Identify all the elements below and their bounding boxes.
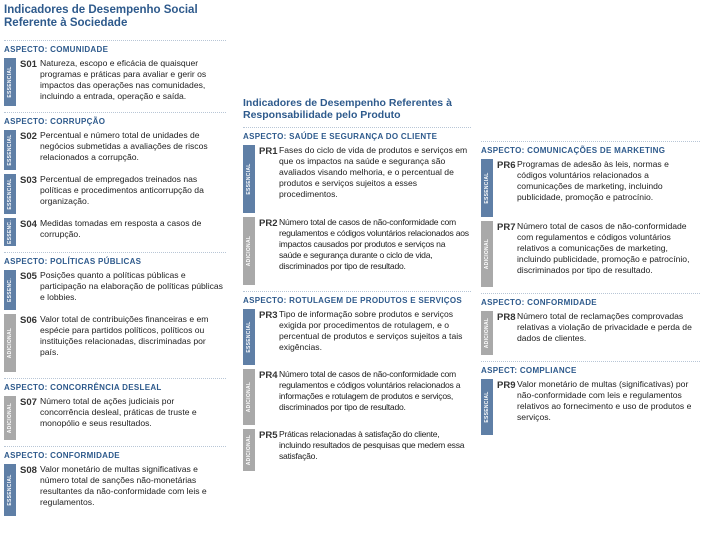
left-column (4, 4, 226, 520)
aspect-header: ASPECTO: ROTULAGEM DE PRODUTOS E SERVIÇOS (243, 291, 471, 305)
indicator-code: PR9 (497, 380, 516, 391)
indicator-text: Tipo de informação sobre produtos e serviços exigida por procedimentos de rotulagem, e o percentual de produtos e serviços sujeitos a tais exigências. (279, 309, 463, 352)
indicator-code: S01 (20, 59, 37, 70)
indicator-code: PR2 (259, 218, 278, 229)
indicator-code: S02 (20, 131, 37, 142)
indicator-text: Valor monetário de multas significativas e número total de sanções não-monetárias resultantes da não-conformidade com leis e regulamentos. (40, 464, 207, 507)
indicator-row (243, 145, 471, 213)
indicator-text: Medidas tomadas em resposta a casos de corrupção. (40, 218, 202, 239)
indicator-text: Número total de casos de não-conformidade com regulamentos e códigos voluntários relativos a comunicações de marketing, incluindo publicidade, promoção e patrocínio, discriminados por tipo de resultado. (517, 221, 690, 275)
indicator-code: PR4 (259, 370, 278, 381)
indicator-text: Fases do ciclo de vida de produtos e serviços em que os impactos na saúde e segurança são avaliados visando melhoria, e o percentual de produtos e serviços sujeitos a esses procedimentos. (279, 145, 468, 199)
indicator-code: S07 (20, 397, 37, 408)
aspect-header: ASPECT: COMPLIANCE (481, 361, 700, 375)
indicator-row (4, 58, 226, 106)
indicator-code: PR7 (497, 222, 516, 233)
aspect-header: ASPECTO: CONFORMIDADE (481, 293, 700, 307)
indicator-row (4, 174, 226, 214)
indicator-text: Número total de reclamações comprovadas relativas a violação de privacidade e perda de dados de clientes. (517, 311, 692, 343)
indicator-row (4, 130, 226, 170)
indicator-row (243, 309, 471, 365)
indicator-text: Número total de ações judiciais por concorrência desleal, práticas de truste e monopólio e seus resultados. (40, 396, 197, 428)
additional-tag: ADICIONAL (243, 369, 255, 425)
essential-tag: ESSENCIAL (4, 130, 16, 170)
essential-tag: ESSENCIAL (481, 159, 493, 217)
indicator-row (481, 379, 700, 435)
aspect-header: ASPECTO: POLÍTICAS PÚBLICAS (4, 252, 226, 266)
indicator-code: PR1 (259, 146, 278, 157)
essential-tag: ESSENC. (4, 218, 16, 246)
essential-tag: ESSENCIAL (4, 464, 16, 516)
indicator-text: Percentual de empregados treinados nas políticas e procedimentos anticorrupção da organização. (40, 174, 204, 206)
additional-tag: ADICIONAL (4, 396, 16, 440)
indicator-code: PR6 (497, 160, 516, 171)
indicator-code: S04 (20, 219, 37, 230)
indicator-text: Natureza, escopo e eficácia de quaisquer programas e práticas para avaliar e gerir os impactos das operações nas comunidades, incluindo a entrada, operação e saída. (40, 58, 207, 101)
indicator-row (243, 369, 471, 425)
indicator-row (243, 429, 471, 471)
indicator-text: Valor total de contribuições financeiras e em espécie para partidos políticos, políticos ou instituições relacionadas, discriminadas por país. (40, 314, 209, 357)
essential-tag: ESSENCIAL (243, 309, 255, 365)
indicator-text: Valor monetário de multas (significativas) por não-conformidade com leis e regulamentos relativos ao fornecimento e uso de produtos e serviços. (517, 379, 692, 422)
indicator-row (481, 159, 700, 217)
aspect-header: ASPECTO: COMUNICAÇÕES DE MARKETING (481, 141, 700, 155)
additional-tag: ADICIONAL (481, 221, 493, 287)
additional-tag: ADICIONAL (243, 217, 255, 285)
essential-tag: ESSENC. (4, 270, 16, 310)
aspect-header: ASPECTO: CORRUPÇÃO (4, 112, 226, 126)
indicator-row (481, 221, 700, 287)
additional-tag: ADICIONAL (243, 429, 255, 471)
indicator-code: PR3 (259, 310, 278, 321)
indicator-code: S03 (20, 175, 37, 186)
indicator-row (4, 270, 226, 310)
additional-tag: ADICIONAL (481, 311, 493, 355)
indicator-code: S06 (20, 315, 37, 326)
indicator-row (4, 314, 226, 372)
indicator-code: PR8 (497, 312, 516, 323)
indicator-row (4, 464, 226, 516)
indicator-code: S08 (20, 465, 37, 476)
aspect-header: ASPECTO: CONCORRÊNCIA DESLEAL (4, 378, 226, 392)
essential-tag: ESSENCIAL (481, 379, 493, 435)
indicator-code: S05 (20, 271, 37, 282)
indicator-text: Posições quanto a políticas públicas e participação na elaboração de políticas públicas e lobbies. (40, 270, 223, 302)
middle-column (243, 97, 471, 475)
indicator-row (4, 396, 226, 440)
essential-tag: ESSENCIAL (243, 145, 255, 213)
indicator-text: Programas de adesão às leis, normas e códigos voluntários relacionados a comunicações de marketing, incluindo publicidade, promoção e patrocínio. (517, 159, 669, 202)
indicator-code: PR5 (259, 430, 278, 441)
left-column-title: Indicadores de Desempenho Social Referente à Sociedade (4, 4, 198, 29)
indicator-text: Número total de casos de não-conformidade com regulamentos e códigos voluntários relacionados aos impactos causados por produtos e serviços na saúde e segurança durante o ciclo de vida, discriminados por tipo de resultado. (279, 217, 469, 271)
essential-tag: ESSENCIAL (4, 174, 16, 214)
indicator-text: Práticas relacionadas à satisfação do cliente, incluindo resultados de pesquisas que medem essa satisfação. (279, 429, 465, 461)
aspect-header: ASPECTO: SAÚDE E SEGURANÇA DO CLIENTE (243, 127, 471, 141)
indicator-row (4, 218, 226, 246)
aspect-header: ASPECTO: CONFORMIDADE (4, 446, 226, 460)
indicator-text: Percentual e número total de unidades de negócios submetidas a avaliações de riscos relacionados a corrupção. (40, 130, 208, 162)
right-column (481, 141, 700, 439)
aspect-header: ASPECTO: COMUNIDADE (4, 40, 226, 54)
indicator-row (243, 217, 471, 285)
indicator-row (481, 311, 700, 355)
middle-column-title: Indicadores de Desempenho Referentes à Responsabilidade pelo Produto (243, 97, 452, 121)
indicator-text: Número total de casos de não-conformidade com regulamentos e códigos voluntários relacionados a informações e rotulagem de produtos e serviços, discriminados por tipo de resultado. (279, 369, 461, 412)
essential-tag: ESSENCIAL (4, 58, 16, 106)
additional-tag: ADICIONAL (4, 314, 16, 372)
